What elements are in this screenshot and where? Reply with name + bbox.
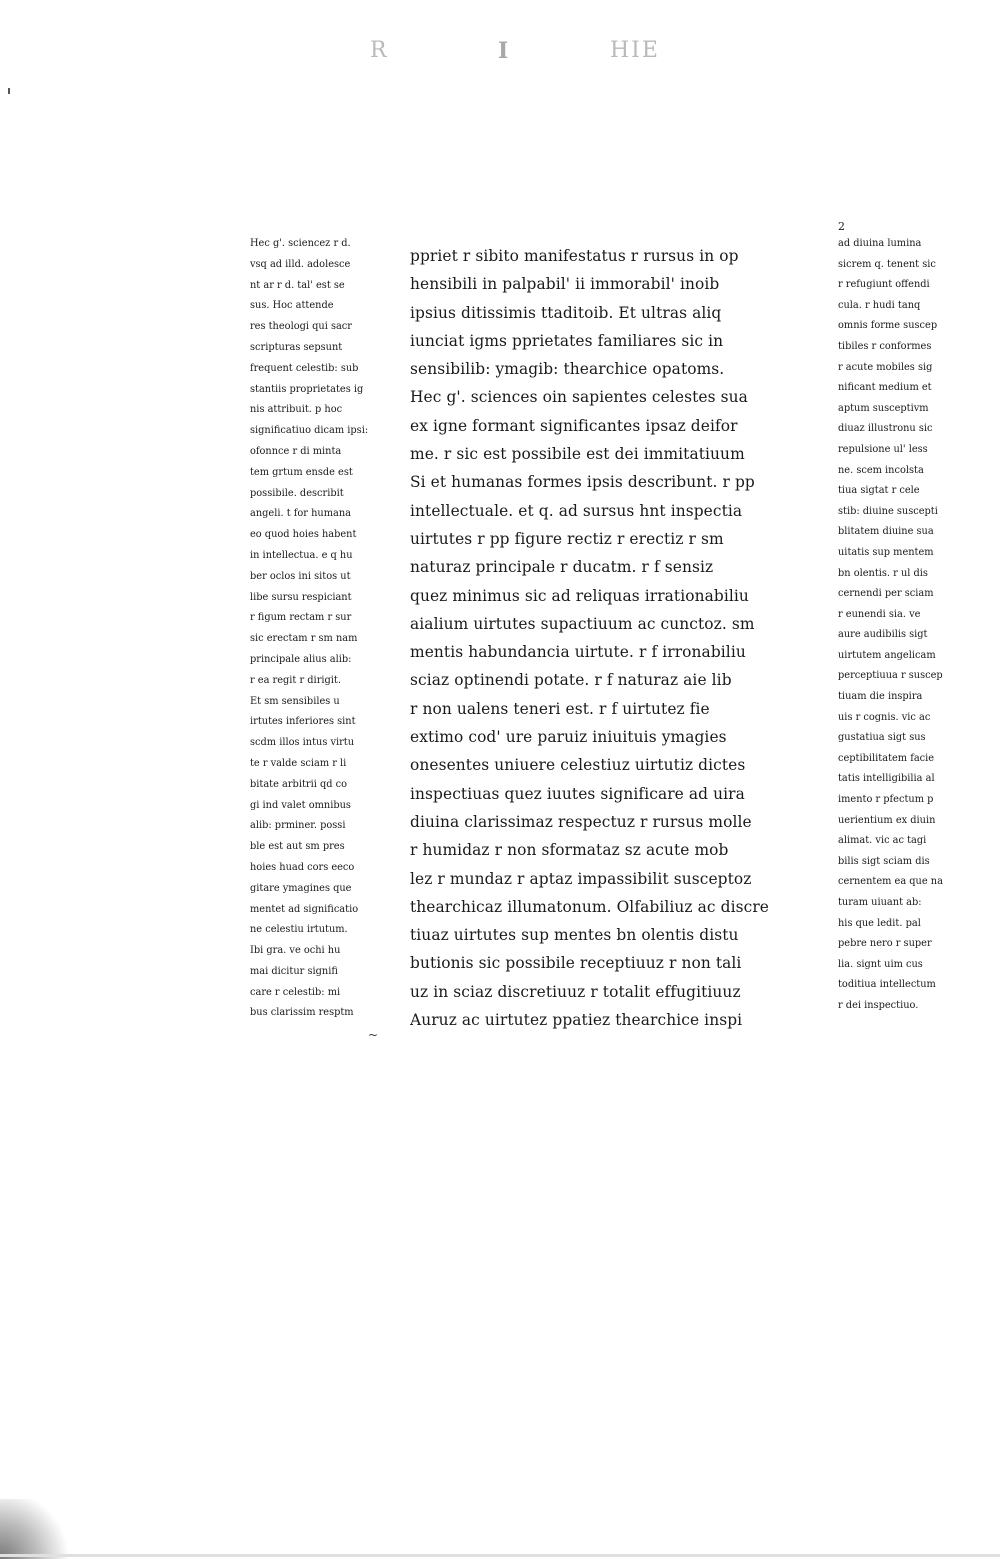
left-gloss-line: angeli. t for humana xyxy=(250,508,351,520)
main-text-line: butionis sic possibile receptiuuz r non tali xyxy=(410,954,742,973)
main-text-line: ex igne formant significantes ipsaz deifor xyxy=(410,416,738,435)
right-gloss-line: uis r cognis. vic ac xyxy=(838,711,931,723)
main-text-line: diuina clarissimaz respectuz r rursus molle xyxy=(410,812,752,831)
left-gloss-line: ble est aut sm pres xyxy=(250,841,345,853)
left-gloss-line: care r celestib: mi xyxy=(250,986,341,998)
left-gloss-line: alib: prminer. possi xyxy=(250,820,346,832)
left-gloss-line: ber oclos ini sitos ut xyxy=(250,570,351,582)
right-gloss-line: aure audibilis sigt xyxy=(838,629,928,641)
main-text-line: intellectuale. et q. ad sursus hnt inspectia xyxy=(410,501,743,520)
left-gloss-line: Hec g'. sciencez r d. xyxy=(250,238,351,249)
main-text-line: Si et humanas formes ipsis describunt. r pp xyxy=(410,473,755,492)
main-text-line: extimo cod' ure paruiz iniuituis ymagies xyxy=(410,728,727,747)
left-gloss-line: tem grtum ensde est xyxy=(250,466,353,478)
left-gloss-line: bitate arbitrii qd co xyxy=(250,778,348,790)
main-text-line: ppriet r sibito manifestatus r rursus in op xyxy=(410,247,739,265)
left-gloss-line: libe sursu respiciant xyxy=(250,591,352,603)
right-gloss-line: bilis sigt sciam dis xyxy=(838,855,930,867)
left-gloss-line: scripturas sepsunt xyxy=(250,341,343,353)
right-gloss-line: blitatem diuine sua xyxy=(838,526,934,538)
right-gloss-line: r refugiunt offendi xyxy=(838,279,930,291)
catchword: ~ xyxy=(368,1028,379,1042)
main-text-line: inspectiuas quez iuutes significare ad uira xyxy=(410,784,745,803)
left-gloss-line: ne celestiu irtutum. xyxy=(250,924,348,936)
right-gloss-line: uitatis sup mentem xyxy=(838,546,934,558)
right-gloss-line: perceptiuua r suscep xyxy=(838,670,943,682)
right-gloss-line: tatis intelligibilia al xyxy=(838,773,935,785)
right-gloss-column xyxy=(838,220,968,1017)
main-text-line: lez r mundaz r aptaz impassibilit susceptoz xyxy=(410,869,752,888)
left-gloss-column xyxy=(250,234,372,1024)
left-gloss-line: gi ind valet omnibus xyxy=(250,799,351,811)
right-gloss-line: ad diuina lumina xyxy=(838,238,922,249)
main-text-line: mentis habundancia uirtute. r f irronabiliu xyxy=(410,643,746,662)
left-gloss-line: irtutes inferiores sint xyxy=(250,716,356,728)
left-gloss-line: sic erectam r sm nam xyxy=(250,633,358,645)
left-gloss-line: scdm illos intus virtu xyxy=(250,737,355,749)
left-gloss-line: Ibi gra. ve ochi hu xyxy=(250,945,341,957)
right-gloss-line: tibiles r conformes xyxy=(838,340,932,352)
left-gloss-line: significatiuo dicam ipsi: xyxy=(250,425,369,437)
left-gloss-line: ofonnce r di minta xyxy=(250,445,342,457)
left-gloss-line: vsq ad illd. adolesce xyxy=(250,258,351,270)
right-gloss-line: gustatiua sigt sus xyxy=(838,732,926,744)
left-gloss-line: principale alius alib: xyxy=(250,653,352,665)
main-text-column xyxy=(410,242,820,1034)
right-gloss-line: alimat. vic ac tagi xyxy=(838,835,927,847)
main-text-line: sensibilib: ymagib: thearchice opatoms. xyxy=(410,360,725,379)
right-gloss-line: tiua sigtat r cele xyxy=(838,485,920,497)
right-gloss-line: ne. scem incolsta xyxy=(838,464,924,476)
right-gloss-line: cernentem ea que na xyxy=(838,876,943,888)
left-gloss-line: nt ar r d. tal' est se xyxy=(250,279,345,291)
main-text-line: iunciat igms pprietates familiares sic in xyxy=(410,331,724,350)
main-text-line: uz in sciaz discretiuuz r totalit effugitiuuz xyxy=(410,982,741,1001)
right-gloss-line: cernendi per sciam xyxy=(838,588,934,600)
left-gloss-line: nis attribuit. p hoc xyxy=(250,404,343,416)
main-text-line: sciaz optinendi potate. r f naturaz aie lib xyxy=(410,671,732,690)
page-shadow xyxy=(0,1499,70,1559)
right-gloss-line: uirtutem angelicam xyxy=(838,649,936,661)
left-gloss-line: mai dicitur signifi xyxy=(250,965,338,977)
folio-mark: 2 xyxy=(838,220,845,233)
left-gloss-line: res theologi qui sacr xyxy=(250,321,352,333)
main-text-line: thearchicaz illumatonum. Olfabiliuz ac discre xyxy=(410,897,769,916)
left-gloss-line: hoies huad cors eeco xyxy=(250,861,355,873)
running-head-left: R xyxy=(370,38,389,63)
right-gloss-line: imento r pfectum p xyxy=(838,794,934,806)
left-gloss-line: r ea regit r dirigit. xyxy=(250,674,341,686)
left-gloss-line: Et sm sensibiles u xyxy=(250,695,340,707)
right-gloss-line: turam uiuant ab: xyxy=(838,897,922,908)
main-text-line: tiuaz uirtutes sup mentes bn olentis distu xyxy=(410,926,739,945)
right-gloss-line: diuaz illustronu sic xyxy=(838,423,933,435)
main-text-line: Hec g'. sciences oin sapientes celestes sua xyxy=(410,388,748,407)
right-gloss-line: uerientium ex diuin xyxy=(838,814,936,826)
right-gloss-line: omnis forme suscep xyxy=(838,320,938,332)
left-gloss-line: bus clarissim resptm xyxy=(250,1007,354,1019)
margin-mark xyxy=(8,88,10,94)
main-text-line: r humidaz r non sformataz sz acute mob xyxy=(410,841,729,860)
right-gloss-line: repulsione ul' less xyxy=(838,443,928,455)
right-gloss-line: stib: diuine suscepti xyxy=(838,505,938,517)
left-gloss-line: possibile. describit xyxy=(250,487,344,499)
left-gloss-line: mentet ad significatio xyxy=(250,903,359,915)
left-gloss-line: sus. Hoc attende xyxy=(250,300,334,312)
right-gloss-line: lia. signt uim cus xyxy=(838,958,923,970)
left-gloss-line: r figum rectam r sur xyxy=(250,612,352,624)
right-gloss-line: bn olentis. r ul dis xyxy=(838,567,928,579)
running-head-center: I xyxy=(498,38,511,64)
right-gloss-line: cula. r hudi tanq xyxy=(838,299,921,311)
right-gloss-line: toditiua intellectum xyxy=(838,979,936,991)
right-gloss-line: sicrem q. tenent sic xyxy=(838,258,936,270)
right-gloss-line: pebre nero r super xyxy=(838,938,932,950)
right-gloss-line: r dei inspectiuo. xyxy=(838,999,919,1011)
left-gloss-line: in intellectua. e q hu xyxy=(250,549,353,561)
main-text-line: onesentes uniuere celestiuz uirtutiz dictes xyxy=(410,756,746,775)
left-gloss-line: eo quod hoies habent xyxy=(250,529,357,541)
left-gloss-line: gitare ymagines que xyxy=(250,882,352,894)
main-text-line: quez minimus sic ad reliquas irrationabiliu xyxy=(410,586,749,605)
right-gloss-line: r acute mobiles sig xyxy=(838,361,933,373)
main-text-line: uirtutes r pp figure rectiz r erectiz r sm xyxy=(410,529,724,548)
main-text-line: aialium uirtutes supactiuum ac cunctoz. sm xyxy=(410,614,755,633)
right-gloss-line: ceptibilitatem facie xyxy=(838,752,935,764)
main-text-line: Auruz ac uirtutez ppatiez thearchice inspi xyxy=(410,1011,743,1030)
page-edge xyxy=(0,1554,1000,1557)
main-text-line: ipsius ditissimis ttaditoib. Et ultras aliq xyxy=(410,303,722,322)
main-text-line: hensibili in palpabil' ii immorabil' inoib xyxy=(410,275,720,294)
right-gloss-line: nificant medium et xyxy=(838,382,932,394)
main-text-line: naturaz principale r ducatm. r f sensiz xyxy=(410,558,714,577)
left-gloss-line: te r valde sciam r li xyxy=(250,757,347,769)
main-text-line: me. r sic est possibile est dei immitatiuum xyxy=(410,445,745,464)
left-gloss-line: frequent celestib: sub xyxy=(250,362,359,374)
left-gloss-line: stantiis proprietates ig xyxy=(250,383,364,395)
right-gloss-line: r eunendi sia. ve xyxy=(838,608,921,620)
right-gloss-line: aptum susceptivm xyxy=(838,402,929,414)
right-gloss-line: his que ledit. pal xyxy=(838,917,921,929)
running-head xyxy=(370,38,730,78)
running-head-right: HIE xyxy=(610,38,660,63)
main-text-line: r non ualens teneri est. r f uirtutez fie xyxy=(410,699,710,718)
right-gloss-line: tiuam die inspira xyxy=(838,691,923,703)
